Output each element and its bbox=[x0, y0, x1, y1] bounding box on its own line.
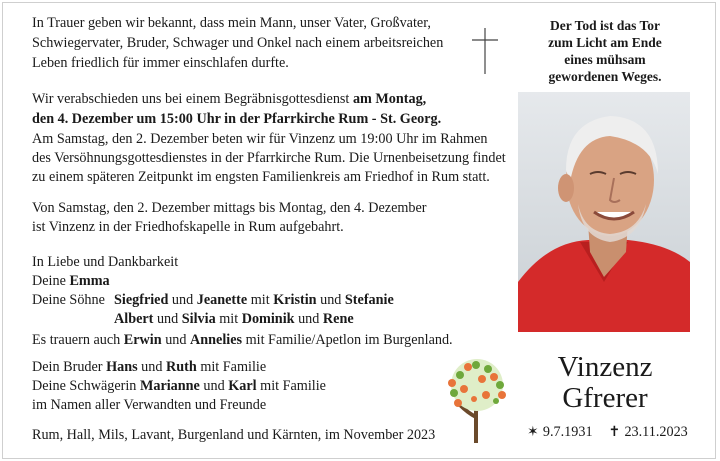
text-line: Von Samstag, den 2. Dezember mittags bis Montag, den 4. Dezember bbox=[32, 200, 427, 216]
text-line: In Liebe und Dankbarkeit bbox=[32, 254, 179, 270]
life-dates bbox=[527, 424, 692, 441]
birth-star-icon: ✶ bbox=[527, 424, 539, 440]
text-line-bold: den 4. Dezember um 15:00 Uhr in der Pfarrkirche Rum - St. Georg. bbox=[32, 111, 442, 127]
cross-icon bbox=[470, 26, 500, 76]
quote-line: eines mühsam bbox=[564, 52, 646, 67]
last-name: Gfrerer bbox=[562, 382, 648, 414]
text-line: im Namen aller Verwandten und Freunde bbox=[32, 397, 267, 413]
name-bold: Emma bbox=[69, 273, 110, 289]
name-bold: Dominik bbox=[241, 311, 295, 327]
text-line bbox=[32, 90, 426, 110]
name-bold: Albert bbox=[114, 311, 154, 327]
text-line bbox=[32, 377, 326, 397]
portrait-photo bbox=[518, 92, 690, 332]
name-bold: Hans bbox=[106, 359, 138, 375]
name-bold: Annelies bbox=[190, 332, 243, 348]
text-segment: Wir verabschieden uns bei einem Begräbnisgottesdienst bbox=[32, 91, 353, 107]
text-segment: mit bbox=[215, 311, 242, 327]
text-segment: und bbox=[137, 359, 166, 375]
text-line: zu einem späteren Zeitpunkt im engsten Familienkreis am Friedhof in Rum statt. bbox=[32, 169, 490, 185]
text-line: Deine Söhne bbox=[32, 292, 105, 308]
text-segment: mit Familie bbox=[256, 378, 326, 394]
text-segment: Es trauern auch bbox=[32, 332, 124, 348]
text-segment: Deine bbox=[32, 273, 70, 289]
name-bold: Karl bbox=[228, 378, 257, 394]
text-segment: mit Familie bbox=[196, 359, 267, 375]
death-date: 23.11.2023 bbox=[624, 424, 688, 440]
text-line: Leben friedlich für immer einschlafen durfte. bbox=[32, 55, 289, 71]
name-bold: Kristin bbox=[273, 292, 317, 308]
text-line: In Trauer geben wir bekannt, dass mein Mann, unser Vater, Großvater, bbox=[32, 15, 431, 31]
text-segment: und bbox=[294, 311, 323, 327]
text-line: des Versöhnungsgottesdienstes in der Pfarrkirche Rum. Die Urnenbeisetzung findet bbox=[32, 150, 506, 166]
name-bold: Erwin bbox=[123, 332, 162, 348]
text-line bbox=[32, 358, 266, 378]
name-bold: Ruth bbox=[166, 359, 197, 375]
deceased-name bbox=[520, 352, 690, 414]
name-bold: Jeanette bbox=[196, 292, 248, 308]
text-line: ist Vinzenz in der Friedhofskapelle in Rum aufgebahrt. bbox=[32, 219, 344, 235]
text-line bbox=[32, 331, 453, 351]
name-bold: Silvia bbox=[181, 311, 216, 327]
name-bold: Stefanie bbox=[344, 292, 394, 308]
text-segment: und bbox=[199, 378, 229, 394]
footer-place-date: Rum, Hall, Mils, Lavant, Burgenland und Kärnten, im November 2023 bbox=[32, 427, 436, 443]
text-segment: mit bbox=[247, 292, 274, 308]
text-segment: und bbox=[316, 292, 345, 308]
text-segment: und bbox=[153, 311, 182, 327]
text-line bbox=[114, 291, 394, 311]
text-segment: mit Familie/Apetlon im Burgenland. bbox=[242, 332, 453, 348]
name-bold: Rene bbox=[322, 311, 354, 327]
first-name: Vinzenz bbox=[557, 351, 653, 383]
quote-line: zum Licht am Ende bbox=[548, 35, 662, 50]
death-cross-icon: ✝ bbox=[608, 424, 621, 440]
text-line: Am Samstag, den 2. Dezember beten wir für Vinzenz um 19:00 Uhr im Rahmen bbox=[32, 131, 488, 147]
birth-date: 9.7.1931 bbox=[542, 424, 593, 440]
text-segment: und bbox=[168, 292, 197, 308]
quote-block bbox=[520, 17, 690, 85]
text-bold: am Montag, bbox=[352, 91, 427, 107]
name-bold: Marianne bbox=[139, 378, 200, 394]
text-line bbox=[114, 310, 354, 330]
quote-line: gewordenen Weges. bbox=[548, 69, 662, 84]
name-bold: Siegfried bbox=[114, 292, 169, 308]
text-segment: und bbox=[161, 332, 191, 348]
text-segment: Dein Bruder bbox=[32, 359, 107, 375]
tree-icon bbox=[430, 355, 525, 443]
text-line: Schwiegervater, Bruder, Schwager und Onkel nach einem arbeitsreichen bbox=[32, 35, 444, 51]
text-segment: Deine Schwägerin bbox=[32, 378, 140, 394]
quote-line: Der Tod ist das Tor bbox=[549, 18, 661, 33]
text-line bbox=[32, 272, 110, 292]
